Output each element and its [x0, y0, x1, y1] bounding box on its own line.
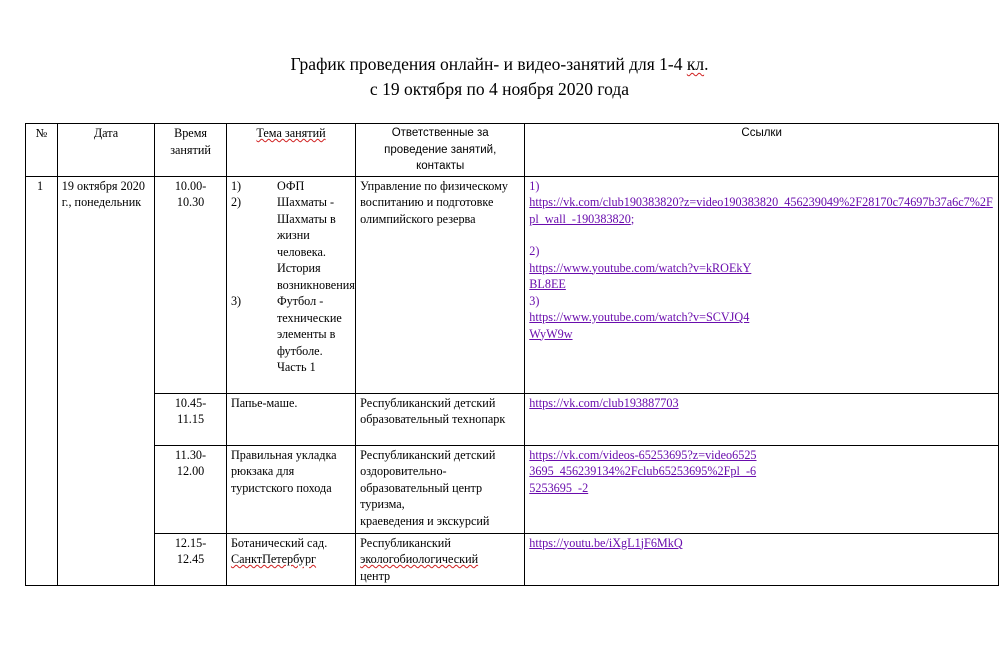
time-end: 11.15	[177, 412, 205, 426]
row1-responsible: Управление по физическому воспитанию и подготовке олимпийского резерва	[356, 176, 525, 393]
link-line	[529, 194, 994, 227]
link-label: 2)	[529, 244, 540, 258]
link-line	[529, 260, 759, 293]
responsible-line: экологобиологический	[360, 552, 479, 566]
topic-item	[231, 293, 351, 376]
responsible-line: центр	[360, 568, 391, 583]
time-start: 11.30-	[175, 447, 207, 462]
time-end: 12.45	[176, 552, 205, 566]
table-row	[26, 445, 999, 533]
row1-links	[525, 176, 999, 393]
row4-links	[525, 533, 999, 586]
link-label: 3)	[529, 293, 540, 308]
title-text: График проведения онлайн- и видео-занятий для 1-4	[290, 54, 687, 74]
topic-item	[231, 178, 351, 195]
day-num: 1	[26, 176, 58, 586]
row4-topic	[226, 533, 355, 586]
header-links: Ссылки	[525, 124, 999, 177]
link-label: 1)	[529, 178, 540, 193]
topic-item	[230, 194, 355, 293]
row2-time	[155, 393, 227, 445]
header-time-line-2: занятий	[170, 142, 211, 157]
title-abbrev: кл	[686, 54, 705, 74]
time-start: 10.45-	[174, 395, 207, 410]
header-topic-label: Тема занятий	[256, 126, 326, 140]
link-line	[529, 447, 759, 497]
row3-time	[155, 445, 227, 533]
responsible-line: Республиканский	[360, 535, 451, 550]
link-suffix: ;	[630, 211, 635, 226]
time-end: 12.00	[176, 464, 205, 478]
youtube-link[interactable]: https://www.youtube.com/watch?v=kROEkYBL8EE	[529, 260, 752, 291]
table-row	[26, 393, 999, 445]
link-line	[529, 309, 759, 342]
table-row	[26, 533, 999, 586]
header-topic	[226, 124, 355, 177]
row4-responsible	[356, 533, 525, 586]
topic-text: Футбол - технические элементы в футболе. Часть 1	[276, 294, 342, 374]
header-date: Дата	[57, 124, 154, 177]
topic-text: Шахматы - Шахматы в жизни человека. История возникновения	[276, 195, 355, 292]
title-line-2: с 19 октября по 4 ноября 2020 года	[369, 79, 630, 99]
row2-responsible: Республиканский детский образовательный технопарк	[356, 393, 525, 445]
row1-time	[155, 176, 227, 393]
document-title	[0, 52, 999, 102]
topic-num: 3)	[230, 294, 242, 308]
header-row	[26, 124, 999, 177]
youtube-short-link[interactable]: https://youtu.be/iXgL1jF6MkQ	[529, 535, 683, 550]
header-time	[155, 124, 227, 177]
vk-video-link[interactable]: https://vk.com/club190383820?z=video190383820_456239049%2F28170c74697b37a6c7%2Fpl_wall_-190383820	[529, 195, 993, 226]
topic-num: 1)	[230, 178, 242, 193]
time-start: 12.15-	[174, 535, 207, 550]
vk-club-link[interactable]: https://vk.com/club193887703	[529, 395, 679, 410]
topic-num: 2)	[230, 195, 242, 209]
responsible-line: краеведения и экскурсий	[360, 513, 490, 528]
row3-topic: Правильная укладка рюкзака для туристского похода	[226, 445, 355, 533]
spacer	[529, 227, 994, 243]
topic-line: Ботанический сад.	[230, 535, 328, 550]
time-start: 10.00-	[174, 178, 207, 193]
topic-line: СанктПетербург	[230, 552, 317, 566]
row2-topic: Папье-маше.	[226, 393, 355, 445]
header-num: №	[26, 124, 58, 177]
schedule-table	[25, 123, 999, 586]
row2-links	[525, 393, 999, 445]
vk-videos-link[interactable]: https://vk.com/videos-65253695?z=video65253695_456239134%2Fclub65253695%2Fpl_-65253695_-2	[529, 447, 757, 495]
day-date: 19 октября 2020 г., понедельник	[57, 176, 154, 586]
time-end: 10.30	[176, 195, 205, 209]
header-responsible: Ответственные за проведение занятий, контакты	[356, 124, 525, 177]
table-row	[26, 176, 999, 393]
row3-responsible	[356, 445, 525, 533]
responsible-line: Республиканский детский оздоровительно-образовательный центр туризма,	[360, 447, 496, 511]
row1-topics	[226, 176, 355, 393]
row3-links	[525, 445, 999, 533]
row4-time	[155, 533, 227, 586]
topic-text: ОФП	[276, 178, 305, 193]
youtube-link[interactable]: https://www.youtube.com/watch?v=SCVJQ4WyW9w	[529, 310, 750, 341]
title-period: .	[704, 54, 709, 74]
header-time-line-1: Время	[174, 126, 208, 140]
title-line-1	[0, 52, 999, 77]
